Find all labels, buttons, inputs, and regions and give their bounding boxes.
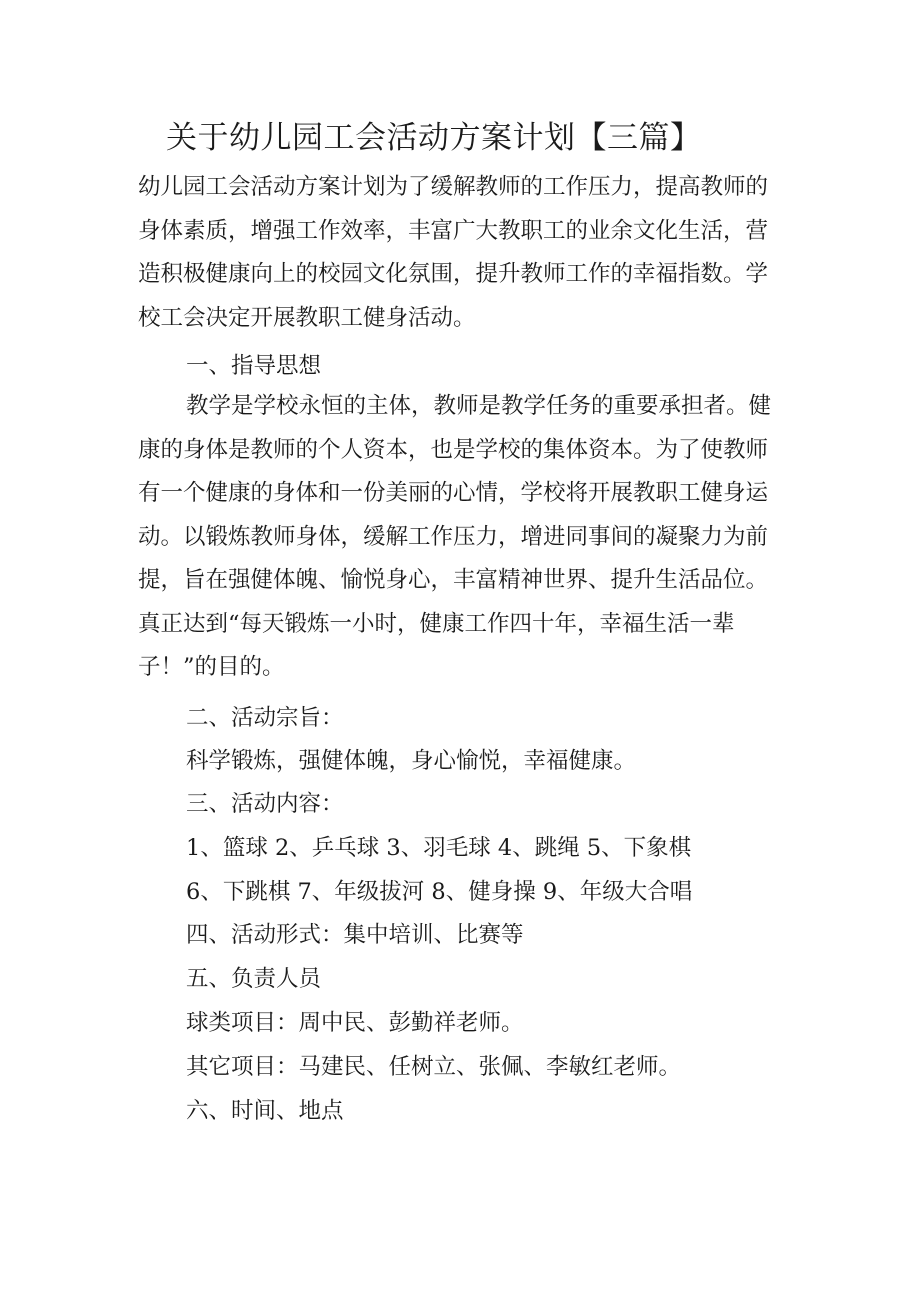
intro-paragraph xyxy=(138,166,788,340)
section3-line: 6、下跳棋 7、年级拔河 8、健身操 9、年级大合唱 xyxy=(186,879,693,905)
section1-line: 有一个健康的身体和一份美丽的心情，学校将开展教职工健身运 xyxy=(138,480,769,506)
section1-paragraph xyxy=(138,385,788,690)
section6-heading: 六、时间、地点 xyxy=(186,1098,344,1124)
section2-text: 科学锻炼，强健体魄，身心愉悦，幸福健康。 xyxy=(186,748,637,774)
section5-line: 球类项目：周中民、彭勤祥老师。 xyxy=(186,1010,524,1036)
intro-line: 造积极健康向上的校园文化氛围，提升教师工作的幸福指数。学 xyxy=(138,261,769,287)
section1-line: 教学是学校永恒的主体，教师是教学任务的重要承担者。健 xyxy=(186,393,772,419)
document-title: 关于幼儿园工会活动方案计划【三篇】 xyxy=(166,120,702,156)
section1-line: 提，旨在强健体魄、愉悦身心，丰富精神世界、提升生活品位。 xyxy=(138,567,769,593)
intro-line: 校工会决定开展教职工健身活动。 xyxy=(138,304,476,331)
section4-heading: 四、活动形式：集中培训、比赛等 xyxy=(186,922,524,948)
section1-line: 动。以锻炼教师身体，缓解工作压力，增进同事间的凝聚力为前 xyxy=(138,523,769,550)
section1-heading: 一、指导思想 xyxy=(186,353,322,379)
intro-line: 幼儿园工会活动方案计划为了缓解教师的工作压力，提高教师的 xyxy=(138,174,769,200)
section1-line: 子！”的目的。 xyxy=(138,654,285,680)
section2-heading: 二、活动宗旨： xyxy=(186,705,344,731)
section1-line: 康的身体是教师的个人资本，也是学校的集体资本。为了使教师 xyxy=(138,436,769,463)
section5-heading: 五、负责人员 xyxy=(186,966,322,992)
section1-line: 真正达到“每天锻炼一小时，健康工作四十年，幸福生活一辈 xyxy=(138,610,735,637)
intro-line: 身体素质，增强工作效率，丰富广大教职工的业余文化生活，营 xyxy=(138,217,769,244)
section5-line: 其它项目：马建民、任树立、张佩、李敏红老师。 xyxy=(186,1054,682,1080)
section3-heading: 三、活动内容： xyxy=(186,791,344,817)
section3-line: 1、篮球 2、乒乓球 3、羽毛球 4、跳绳 5、下象棋 xyxy=(186,835,692,861)
